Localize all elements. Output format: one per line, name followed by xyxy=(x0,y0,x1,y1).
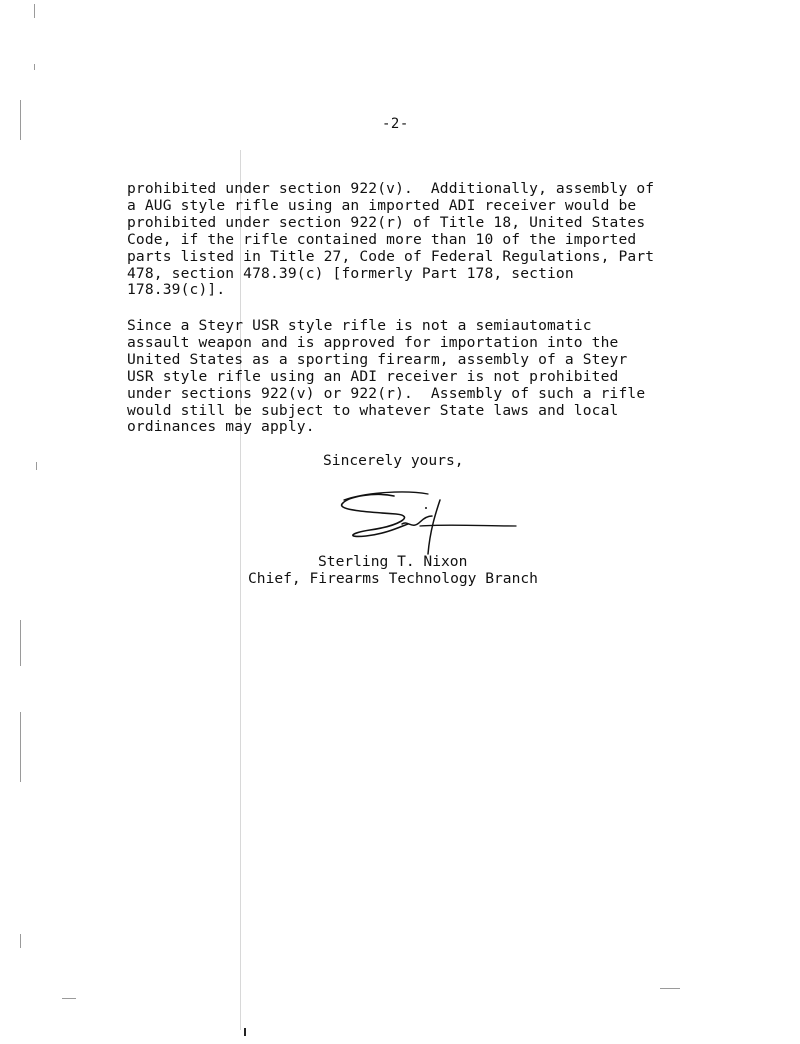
scan-speck xyxy=(62,998,76,999)
scan-speck xyxy=(20,934,21,948)
page-number: -2- xyxy=(382,116,409,132)
scan-speck xyxy=(20,712,21,782)
paragraph-2: Since a Steyr USR style rifle is not a semiautomatic assault weapon and is approved for importation into the United States as a sporting firearm, assembly of a Steyr USR style rifle using an ADI receiver is not prohibited under sections 922(v) or 922(r). Assembly of such a rifle would still be subject to whatever State laws and local ordinances may apply. xyxy=(127,317,646,436)
closing-salutation: Sincerely yours, xyxy=(323,452,464,469)
scan-speck xyxy=(660,988,680,989)
scan-speck xyxy=(20,100,21,140)
scan-speck xyxy=(244,1028,246,1036)
scan-speck xyxy=(36,462,37,470)
signer-name: Sterling T. Nixon xyxy=(318,553,468,570)
scan-speck xyxy=(20,620,21,666)
signer-title: Chief, Firearms Technology Branch xyxy=(248,570,538,587)
paragraph-1: prohibited under section 922(v). Additionally, assembly of a AUG style rifle using an imported ADI receiver would be prohibited under section 922(r) of Title 18, United States Code, if the rifle contained more than 10 of the imported parts listed in Title 27, Code of Federal Regulations, Part 478, section 478.39(c) [formerly Part 178, section 178.39(c)]. xyxy=(127,180,655,299)
scan-speck xyxy=(34,64,35,70)
scan-speck xyxy=(34,4,35,18)
handwritten-signature xyxy=(336,486,522,556)
